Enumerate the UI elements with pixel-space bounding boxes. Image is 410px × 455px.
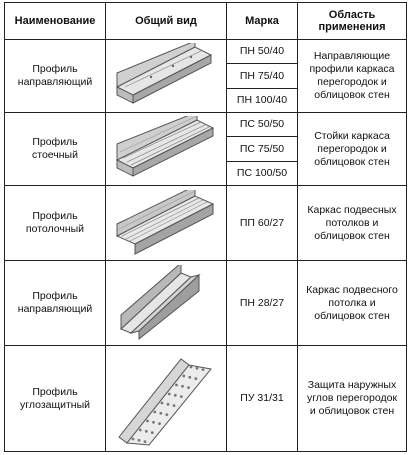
profile-name-line: Профиль [32, 290, 78, 303]
grade-cell: ПС 50/50 [227, 113, 298, 137]
profile-name [5, 40, 106, 113]
usage-cell [298, 346, 407, 452]
grade-cell: ПУ 31/31 [227, 346, 298, 452]
usage-line: перегородок и [317, 76, 387, 89]
profile-name-line: направляющий [17, 76, 93, 89]
usage-line: Направляющие [313, 50, 391, 63]
usage-line: и облицовок стен [309, 405, 395, 418]
profile-image [106, 186, 227, 261]
header-row [5, 3, 407, 40]
table-row [5, 261, 407, 346]
usage-line: потолков и [325, 216, 379, 229]
header-usage [298, 3, 407, 40]
profile-name [5, 186, 106, 261]
usage-line: потолка и [328, 296, 376, 309]
usage-line: облицовок стен [314, 309, 390, 322]
grade-cell: ПН 100/40 [227, 88, 298, 112]
profile-name-line: Профиль [32, 136, 78, 149]
profile-name [5, 113, 106, 186]
usage-cell [298, 186, 407, 261]
usage-line: Стойки каркаса [314, 129, 390, 142]
usage-cell [298, 113, 407, 186]
corner-protection-profile-icon [111, 351, 221, 447]
table-row [5, 113, 407, 137]
grade-cell: ПС 75/50 [227, 137, 298, 161]
u-channel-profile-icon [111, 43, 221, 109]
profile-name-line: стоечный [32, 149, 78, 162]
profile-name-line: потолочный [25, 223, 85, 236]
header-name: Наименование [5, 3, 106, 40]
header-grade: Марка [227, 3, 298, 40]
usage-cell [298, 40, 407, 113]
usage-line: профили каркаса [309, 63, 395, 76]
profile-image [106, 261, 227, 346]
usage-line: облицовок стен [314, 155, 390, 168]
usage-line: облицовок стен [314, 89, 390, 102]
header-usage-line1: Область [328, 9, 376, 21]
profile-name-line: Профиль [32, 210, 78, 223]
grade-cell: ПН 50/40 [227, 40, 298, 64]
c-stud-profile-icon [111, 116, 221, 182]
grade-cell: ПС 100/50 [227, 161, 298, 185]
profile-image [106, 40, 227, 113]
profile-image [106, 346, 227, 452]
profile-image [106, 113, 227, 186]
profile-name-line: углозащитный [20, 398, 90, 411]
usage-line: Каркас подвесных [307, 203, 397, 216]
grade-cell: ПН 75/40 [227, 64, 298, 88]
usage-line: Защита наружных [307, 379, 397, 392]
profile-name [5, 261, 106, 346]
ceiling-guide-profile-icon [111, 265, 221, 341]
header-view: Общий вид [106, 3, 227, 40]
profile-name-line: направляющий [17, 303, 93, 316]
profile-name-line: Профиль [32, 63, 78, 76]
table-row [5, 346, 407, 452]
usage-line: Каркас подвесного [306, 283, 398, 296]
usage-cell [298, 261, 407, 346]
grade-cell: ПП 60/27 [227, 186, 298, 261]
usage-line: углов перегородок [306, 392, 398, 405]
grade-cell: ПН 28/27 [227, 261, 298, 346]
table-row [5, 186, 407, 261]
usage-line: перегородок и [317, 142, 387, 155]
header-usage-line2: применения [318, 21, 386, 33]
profile-name [5, 346, 106, 452]
usage-line: облицовок стен [314, 229, 390, 242]
profiles-table [4, 2, 407, 452]
profile-name-line: Профиль [32, 385, 78, 398]
ceiling-profile-icon [111, 190, 221, 256]
table-row [5, 40, 407, 64]
